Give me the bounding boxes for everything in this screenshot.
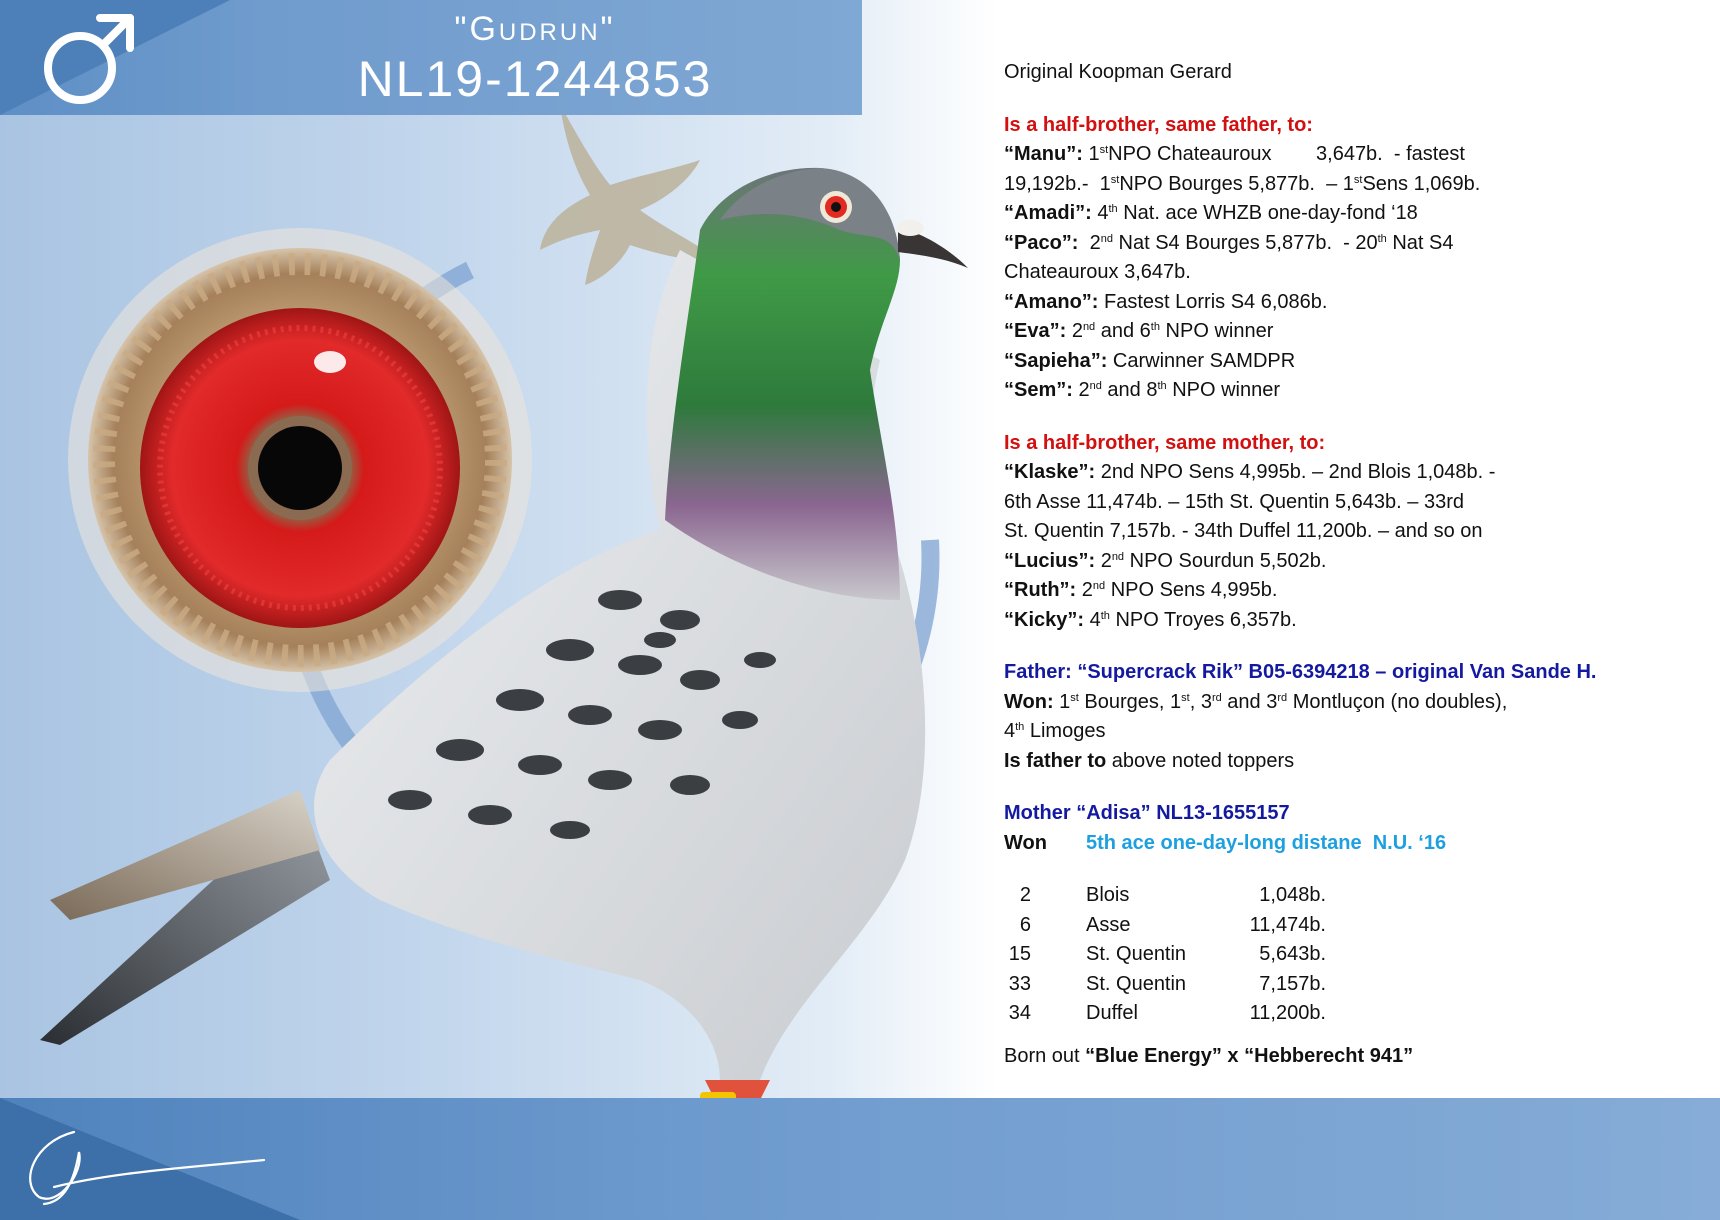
result-position: 34 [1008,1002,1031,1024]
eye-closeup-image [68,228,532,692]
offspring-sem: “Sem”: 2nd and 8th NPO winner [1004,379,1281,401]
mother-won-line: Won 5th ace one-day-long distane N.U. ‘16 [1004,831,1447,854]
offspring-manu: “Manu”: 1stNPO Chateauroux 3,647b. - fastest [1004,143,1465,165]
offspring-klaske: “Klaske”: 2nd NPO Sens 4,995b. – 2nd Blois 1,048b. - [1004,461,1496,483]
result-position: 15 [1008,943,1031,965]
result-position: 33 [1008,972,1031,995]
result-row [1004,881,1326,911]
result-row [1004,999,1326,1029]
half-brother-father-heading: Is a half-brother, same father, to: [1004,113,1313,136]
offspring-lucius: “Lucius”: 2nd NPO Sourdun 5,502b. [1004,549,1327,572]
offspring-amano: “Amano”: Fastest Lorris S4 6,086b. [1004,290,1328,313]
breeder-line: Original Koopman Gerard [1004,61,1232,83]
father-to-line: Is father to above noted toppers [1004,749,1295,772]
result-row [1004,940,1326,970]
result-location: St. Quentin [1086,943,1187,965]
offspring-paco: “Paco”: 2nd Nat S4 Bourges 5,877b. - 20th Nat S4 [1004,231,1454,254]
offspring-ruth: “Ruth”: 2nd NPO Sens 4,995b. [1004,579,1278,601]
offspring-sapieha: “Sapieha”: Carwinner SAMDPR [1004,349,1296,372]
offspring-eva: “Eva”: 2nd and 6th NPO winner [1004,320,1274,342]
offspring-klaske-cont-2: St. Quentin 7,157b. - 34th Duffel 11,200b. – and so on [1004,520,1483,542]
result-birds: 1,048b. [1259,884,1326,906]
ring-number: NL19-1244853 [357,51,713,107]
result-birds: 11,200b. [1249,1002,1326,1024]
father-won-line: Won: 1st Bourges, 1st, 3rd and 3rd Montluçon (no doubles), [1004,690,1508,713]
result-position: 6 [1019,913,1031,936]
offspring-paco-cont: Chateauroux 3,647b. [1004,261,1191,283]
pigeon-name: "Gudrun" [454,10,616,48]
result-location: Blois [1086,884,1130,906]
result-row [1004,970,1326,1000]
result-location: St. Quentin [1086,972,1187,995]
result-birds: 11,474b. [1249,913,1326,936]
male-symbol-icon [38,10,138,110]
pedigree-text [1004,58,1704,1071]
mother-heading: Mother “Adisa” NL13-1655157 [1004,802,1290,824]
half-brother-mother-heading: Is a half-brother, same mother, to: [1004,431,1326,454]
father-won-cont: 4th Limoges [1004,720,1106,742]
result-row [1004,911,1326,941]
result-location: Asse [1086,913,1131,936]
result-birds: 7,157b. [1259,972,1326,995]
result-birds: 5,643b. [1259,943,1326,965]
offspring-amadi: “Amadi”: 4th Nat. ace WHZB one-day-fond ‘18 [1004,202,1418,224]
mother-results-table [1004,881,1326,1029]
offspring-klaske-cont-1: 6th Asse 11,474b. – 15th St. Quentin 5,643b. – 33rd [1004,490,1464,513]
father-heading: Father: “Supercrack Rik” B05-6394218 – original Van Sande H. [1004,661,1597,683]
result-location: Duffel [1086,1002,1138,1024]
offspring-manu-cont: 19,192b.- 1stNPO Bourges 5,877b. – 1stSens 1,069b. [1004,172,1481,195]
offspring-kicky: “Kicky”: 4th NPO Troyes 6,357b. [1004,608,1297,631]
born-out-line: Born out “Blue Energy” x “Hebberecht 941” [1004,1044,1414,1067]
result-position: 2 [1019,884,1031,906]
